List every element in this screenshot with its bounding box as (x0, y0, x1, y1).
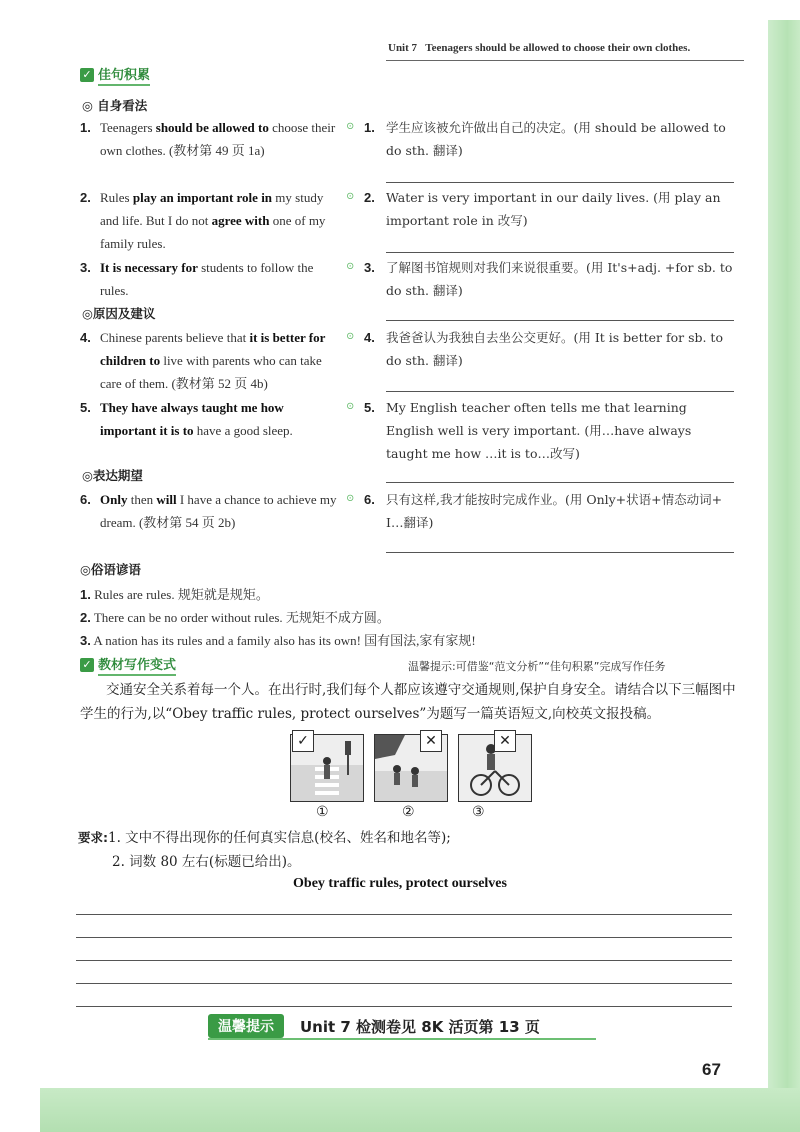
example-item-1: 1. Teenagers should be allowed to choose their own clothes. (教材第 49 页 1a) (80, 120, 336, 158)
proverb-item: 3. A nation has its rules and a family also has its own! 国有国法,家有家规! (80, 633, 476, 648)
link-arrow-icon: ⊙ (346, 401, 355, 412)
task-item-2: 2. Water is very important in our daily lives. (用 play an important role in 改写) (364, 190, 721, 228)
check-icon: ✓ (80, 68, 94, 82)
example-item-3: 3. It is necessary for students to follow the rules. (80, 260, 314, 298)
proverb-item: 1. Rules are rules. 规矩就是规矩。 (80, 587, 269, 602)
link-arrow-icon: ⊙ (346, 121, 355, 132)
footer-tip (208, 1014, 540, 1038)
section-tag-writing: ✓ 教材写作变式 (80, 654, 176, 676)
group-title-reasons: ◎原因及建议 (82, 306, 156, 321)
link-arrow-icon: ⊙ (346, 191, 355, 202)
tip-text: Unit 7 检测卷见 8K 活页第 13 页 (300, 1017, 540, 1036)
writing-line[interactable] (76, 914, 732, 915)
picture-label: ② (402, 804, 415, 820)
answer-line[interactable] (386, 182, 734, 183)
example-item-2: 2. Rules play an important role in my study and life. But I do not agree with one of my family rules. (80, 190, 326, 251)
answer-line[interactable] (386, 320, 734, 321)
answer-line[interactable] (386, 391, 734, 392)
writing-hint: 温馨提示:可借鉴“范文分析”“佳句积累”完成写作任务 (408, 660, 666, 673)
picture-label: ③ (472, 804, 485, 820)
check-mark-icon: ✓ (292, 730, 314, 752)
answer-line[interactable] (386, 482, 734, 483)
link-arrow-icon: ⊙ (346, 493, 355, 504)
tip-underline (208, 1038, 596, 1040)
group-title-expectation: ◎表达期望 (82, 468, 143, 483)
requirements: 要求:1. 文中不得出现你的任何真实信息(校名、姓名和地名等); (78, 830, 451, 846)
task-item-1: 1. 学生应该被允许做出自己的决定。(用 should be allowed to do sth. 翻译) (364, 120, 726, 158)
requirement-2: 2. 词数 80 左右(标题已给出)。 (112, 854, 301, 870)
answer-line[interactable] (386, 252, 734, 253)
group-title-opinion: ◎ 自身看法 (82, 98, 148, 113)
task-item-4: 4. 我爸爸认为我独自去坐公交更好。(用 It is better for sb. to do sth. 翻译) (364, 330, 723, 368)
example-item-4: 4. Chinese parents believe that it is better for children to live with parents who can take care of them. (教材第 52 页 4b) (80, 330, 326, 391)
picture-label: ① (316, 804, 329, 820)
writing-line[interactable] (76, 1006, 732, 1007)
cross-mark-icon: ✕ (494, 730, 516, 752)
page-border-right (768, 20, 800, 1132)
writing-prompt: 交通安全关系着每一个人。在出行时,我们每个人都应该遵守交通规则,保护自身安全。请结合以下三幅图中学生的行为,以“Obey traffic rules, protect ourselves”为题写一篇英语短文,向校英文报投稿。 (80, 682, 736, 722)
cross-mark-icon: ✕ (420, 730, 442, 752)
writing-line[interactable] (76, 937, 732, 938)
task-item-6: 6. 只有这样,我才能按时完成作业。(用 Only+状语+情态动词+ I…翻译) (364, 492, 723, 530)
task-item-5: 5. My English teacher often tells me that learning English well is very important. (用…have always taught me how …it is to…改写) (364, 400, 692, 461)
link-arrow-icon: ⊙ (346, 261, 355, 272)
section-tag-sentences: ✓ 佳句积累 (80, 64, 150, 86)
example-item-6: 6. Only then will I have a chance to achieve my dream. (教材第 54 页 2b) (80, 492, 337, 530)
header-rule (386, 60, 744, 61)
task-item-3: 3. 了解图书馆规则对我们来说很重要。(用 It's+adj. +for sb. to do sth. 翻译) (364, 260, 733, 298)
writing-line[interactable] (76, 960, 732, 961)
answer-line[interactable] (386, 552, 734, 553)
check-icon: ✓ (80, 658, 94, 672)
proverbs-title: ◎俗语谚语 (80, 562, 141, 577)
running-header: Unit 7 Teenagers should be allowed to choose their own clothes. (388, 42, 691, 54)
example-item-5: 5. They have always taught me how important it is to have a good sleep. (80, 400, 293, 438)
page-border-bottom (32, 1088, 800, 1132)
page-corner (0, 1084, 40, 1132)
essay-title: Obey traffic rules, protect ourselves (293, 876, 507, 891)
link-arrow-icon: ⊙ (346, 331, 355, 342)
tip-badge: 温馨提示 (208, 1014, 284, 1038)
page-number: 67 (702, 1060, 721, 1079)
proverb-item: 2. There can be no order without rules. 无规矩不成方圆。 (80, 610, 390, 625)
writing-line[interactable] (76, 983, 732, 984)
